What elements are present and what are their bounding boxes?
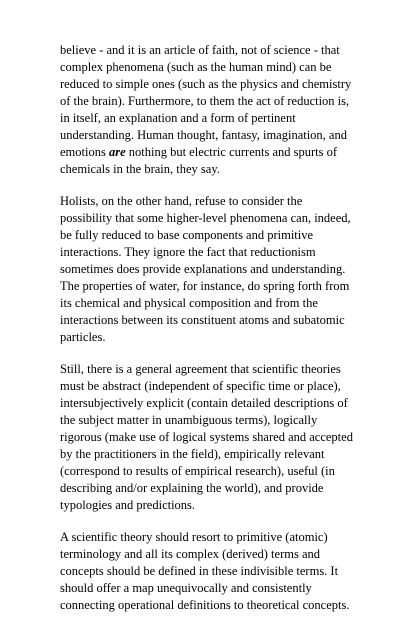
text-line: must be abstract (independent of specific time or place),	[60, 379, 341, 393]
text-line: chemicals in the brain, they say.	[60, 162, 220, 176]
text-line: understanding. Human thought, fantasy, imagination, and	[60, 128, 347, 142]
text-segment: nothing but electric currents and spurts of	[125, 145, 338, 159]
text-line: The properties of water, for instance, do spring forth from	[60, 279, 350, 293]
text-line: sometimes does provide explanations and understanding.	[60, 262, 346, 276]
text-line: A scientific theory should resort to primitive (atomic)	[60, 530, 328, 544]
text-line: particles.	[60, 330, 106, 344]
text-line: in itself, an explanation and a form of pertinent	[60, 111, 296, 125]
text-line: its chemical and physical composition and from the	[60, 296, 318, 310]
text-segment: emotions	[60, 145, 109, 159]
text-line: of the brain). Furthermore, to them the act of reduction is,	[60, 94, 350, 108]
text-line: Holists, on the other hand, refuse to consider the	[60, 194, 303, 208]
paragraph-holists	[60, 193, 385, 346]
paragraph-scientific-theories	[60, 361, 385, 514]
text-line: intersubjectively explicit (contain detailed descriptions of	[60, 396, 348, 410]
text-line: be fully reduced to base components and primitive	[60, 228, 314, 242]
text-line: (correspond to results of empirical research), useful (in	[60, 464, 335, 478]
text-line: Still, there is a general agreement that scientific theories	[60, 362, 341, 376]
text-line: should offer a map unequivocally and consistently	[60, 581, 312, 595]
text-line: the subject matter in unambiguous terms), logically	[60, 413, 318, 427]
text-line: complex phenomena (such as the human mind) can be	[60, 60, 332, 74]
text-line: typologies and predictions.	[60, 498, 196, 512]
text-line: interactions. They ignore the fact that reductionism	[60, 245, 316, 259]
paragraph-terminology	[60, 529, 385, 614]
emphasized-word: are	[108, 145, 126, 159]
text-line: describing and/or explaining the world), and provide	[60, 481, 324, 495]
text-line: connecting operational definitions to theoretical concepts.	[60, 598, 350, 612]
text-line: possibility that some higher-level phenomena can, indeed,	[60, 211, 351, 225]
paragraph-reductionism	[60, 42, 385, 178]
text-line: by the practitioners in the field), empirically relevant	[60, 447, 325, 461]
text-line: concepts should be defined in these indivisible terms. It	[60, 564, 339, 578]
text-line: interactions between its constituent atoms and subatomic	[60, 313, 345, 327]
text-line: terminology and all its complex (derived) terms and	[60, 547, 320, 561]
text-line: rigorous (make use of logical systems shared and accepted	[60, 430, 353, 444]
body-text	[60, 42, 385, 629]
text-line: believe - and it is an article of faith, not of science - that	[60, 43, 340, 57]
text-line-with-emphasis	[60, 144, 385, 161]
text-line: reduced to simple ones (such as the physics and chemistry	[60, 77, 352, 91]
